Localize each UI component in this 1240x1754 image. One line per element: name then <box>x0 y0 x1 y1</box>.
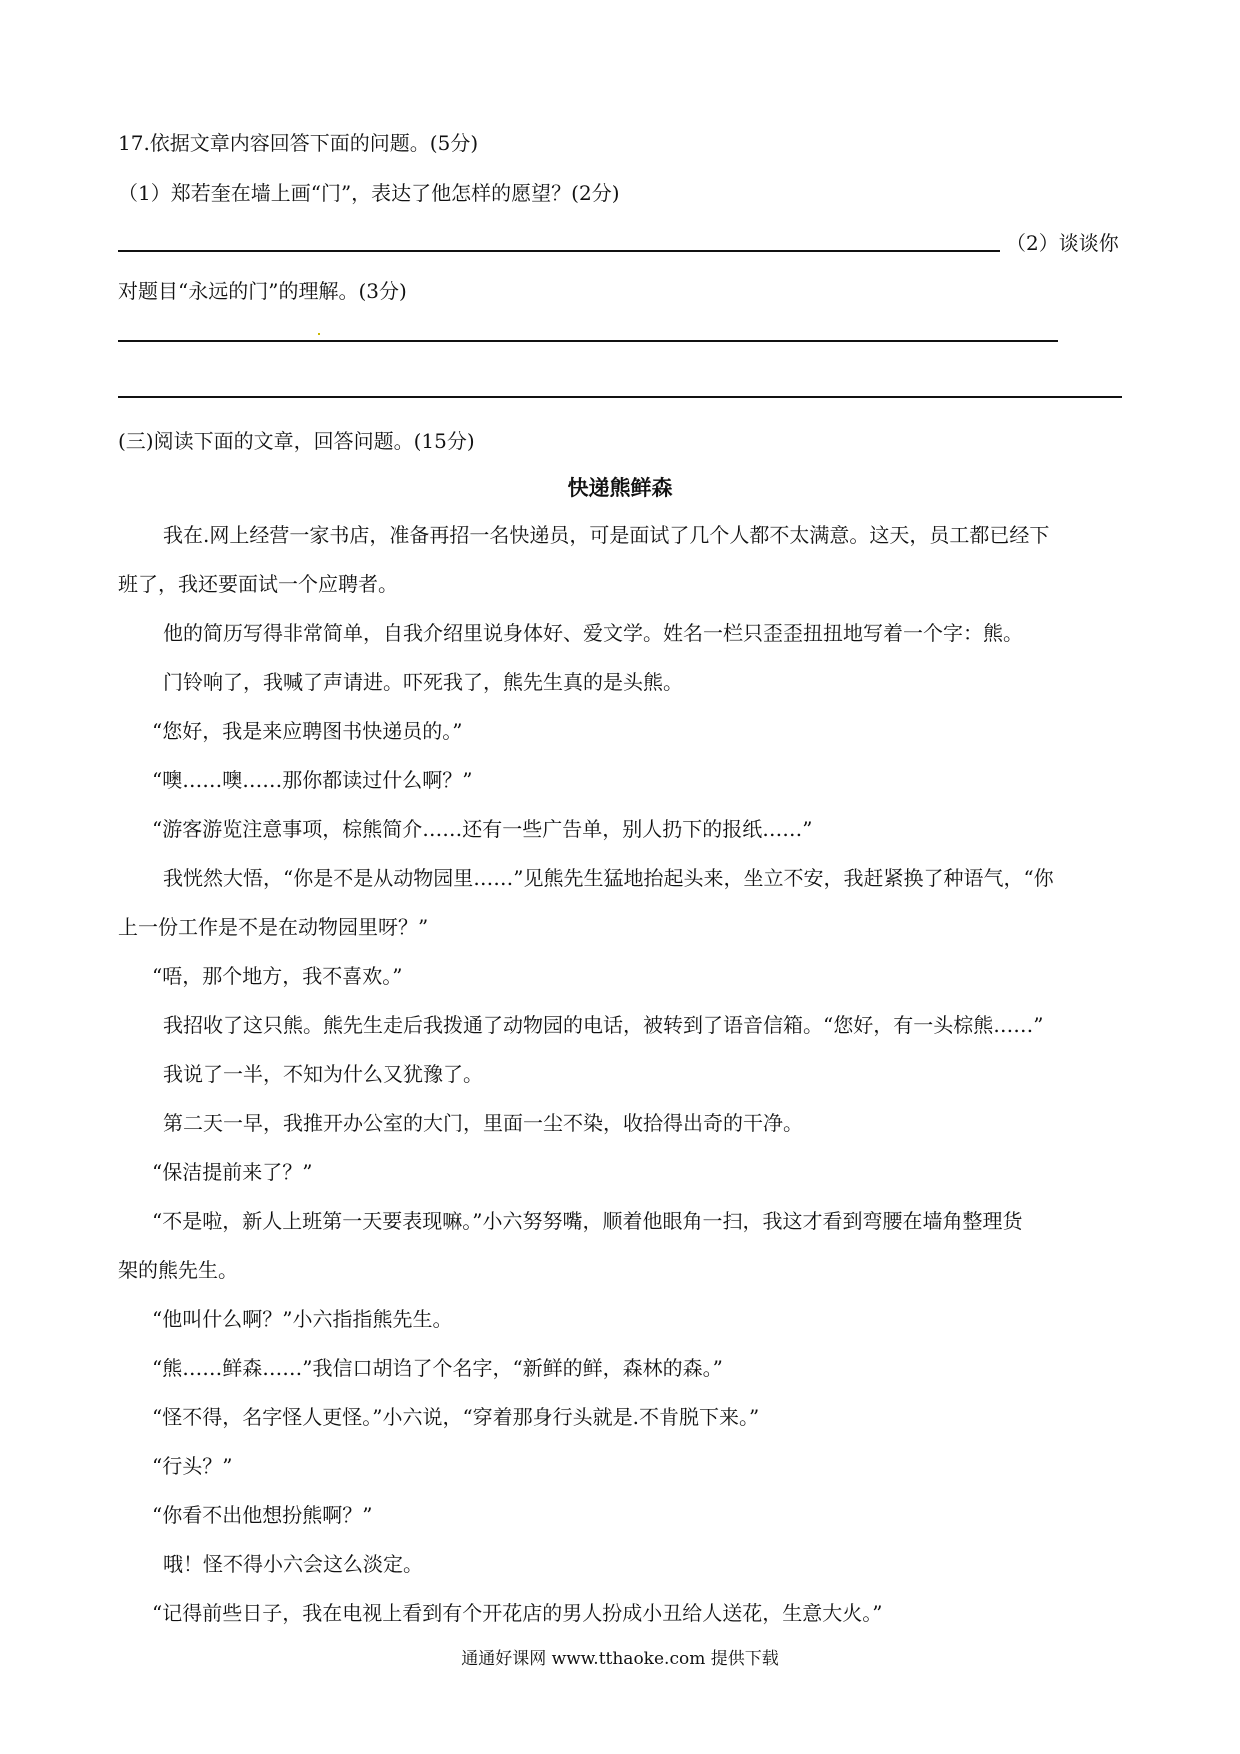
answer-line-2 <box>118 340 1058 342</box>
section-3-heading: (三)阅读下面的文章，回答问题。(15分) <box>118 429 475 453</box>
paragraph-line: “不是啦，新人上班第一天要表现嘛。”小六努努嘴，顺着他眼角一扫，我这才看到弯腰在墙角整理货 <box>152 1209 1023 1233</box>
paragraph-line: 我在.网上经营一家书店，准备再招一名快递员，可是面试了几个人都不太满意。这天，员工都已经下 <box>163 523 1050 547</box>
paragraph-line: 我招收了这只熊。熊先生走后我拨通了动物园的电话，被转到了语音信箱。“您好，有一头棕熊……” <box>163 1013 1044 1037</box>
paragraph-line: “行头？” <box>152 1454 233 1478</box>
paragraph-line: “您好，我是来应聘图书快递员的。” <box>152 719 463 743</box>
paragraph-line: “记得前些日子，我在电视上看到有个开花店的男人扮成小丑给人送花，生意大火。” <box>152 1601 883 1625</box>
paragraph-line: 架的熊先生。 <box>118 1258 238 1282</box>
paragraph-line: “噢……噢……那你都读过什么啊？” <box>152 768 473 792</box>
paragraph-line: “保洁提前来了？” <box>152 1160 313 1184</box>
paragraph-line: 第二天一早，我推开办公室的大门，里面一尘不染，收拾得出奇的干净。 <box>163 1111 803 1135</box>
article-title: 快递熊鲜森 <box>567 476 673 500</box>
question-17-part-2-end: 对题目“永远的门”的理解。(3分) <box>118 279 407 303</box>
paragraph-line: “你看不出他想扮熊啊？” <box>152 1503 373 1527</box>
paragraph-line: “他叫什么啊？”小六指指熊先生。 <box>152 1307 453 1331</box>
question-17-heading: 17.依据文章内容回答下面的问题。(5分) <box>118 131 479 155</box>
page-footer: 通通好课网 www.tthaoke.com 提供下载 <box>461 1649 779 1669</box>
answer-line-1 <box>118 250 1000 252</box>
paragraph-line: “熊……鲜森……”我信口胡诌了个名字，“新鲜的鲜，森林的森。” <box>152 1356 723 1380</box>
paragraph-line: 门铃响了，我喊了声请进。吓死我了，熊先生真的是头熊。 <box>163 670 683 694</box>
paragraph-line: “游客游览注意事项，棕熊简介……还有一些广告单，别人扔下的报纸……” <box>152 817 813 841</box>
paragraph-line: 他的简历写得非常简单，自我介绍里说身体好、爱文学。姓名一栏只歪歪扭扭地写着一个字：熊。 <box>163 621 1023 645</box>
paragraph-line: 哦！怪不得小六会这么淡定。 <box>163 1552 423 1576</box>
paragraph-line: 我恍然大悟，“你是不是从动物园里……”见熊先生猛地抬起头来，坐立不安，我赶紧换了种语气，“你 <box>163 866 1054 890</box>
paragraph-line: “怪不得，名字怪人更怪。”小六说，“穿着那身行头就是.不肯脱下来。” <box>152 1405 760 1429</box>
paragraph-line: “唔，那个地方，我不喜欢。” <box>152 964 403 988</box>
scan-speck <box>318 333 320 335</box>
answer-line-3 <box>118 396 1122 398</box>
paragraph-line: 上一份工作是不是在动物园里呀？” <box>118 915 429 939</box>
paragraph-line: 我说了一半，不知为什么又犹豫了。 <box>163 1062 483 1086</box>
question-17-part-2-start: （2）谈谈你 <box>1006 231 1119 255</box>
question-17-part-1: （1）郑若奎在墙上画“门”，表达了他怎样的愿望？(2分) <box>118 181 620 205</box>
paragraph-line: 班了，我还要面试一个应聘者。 <box>118 572 398 596</box>
